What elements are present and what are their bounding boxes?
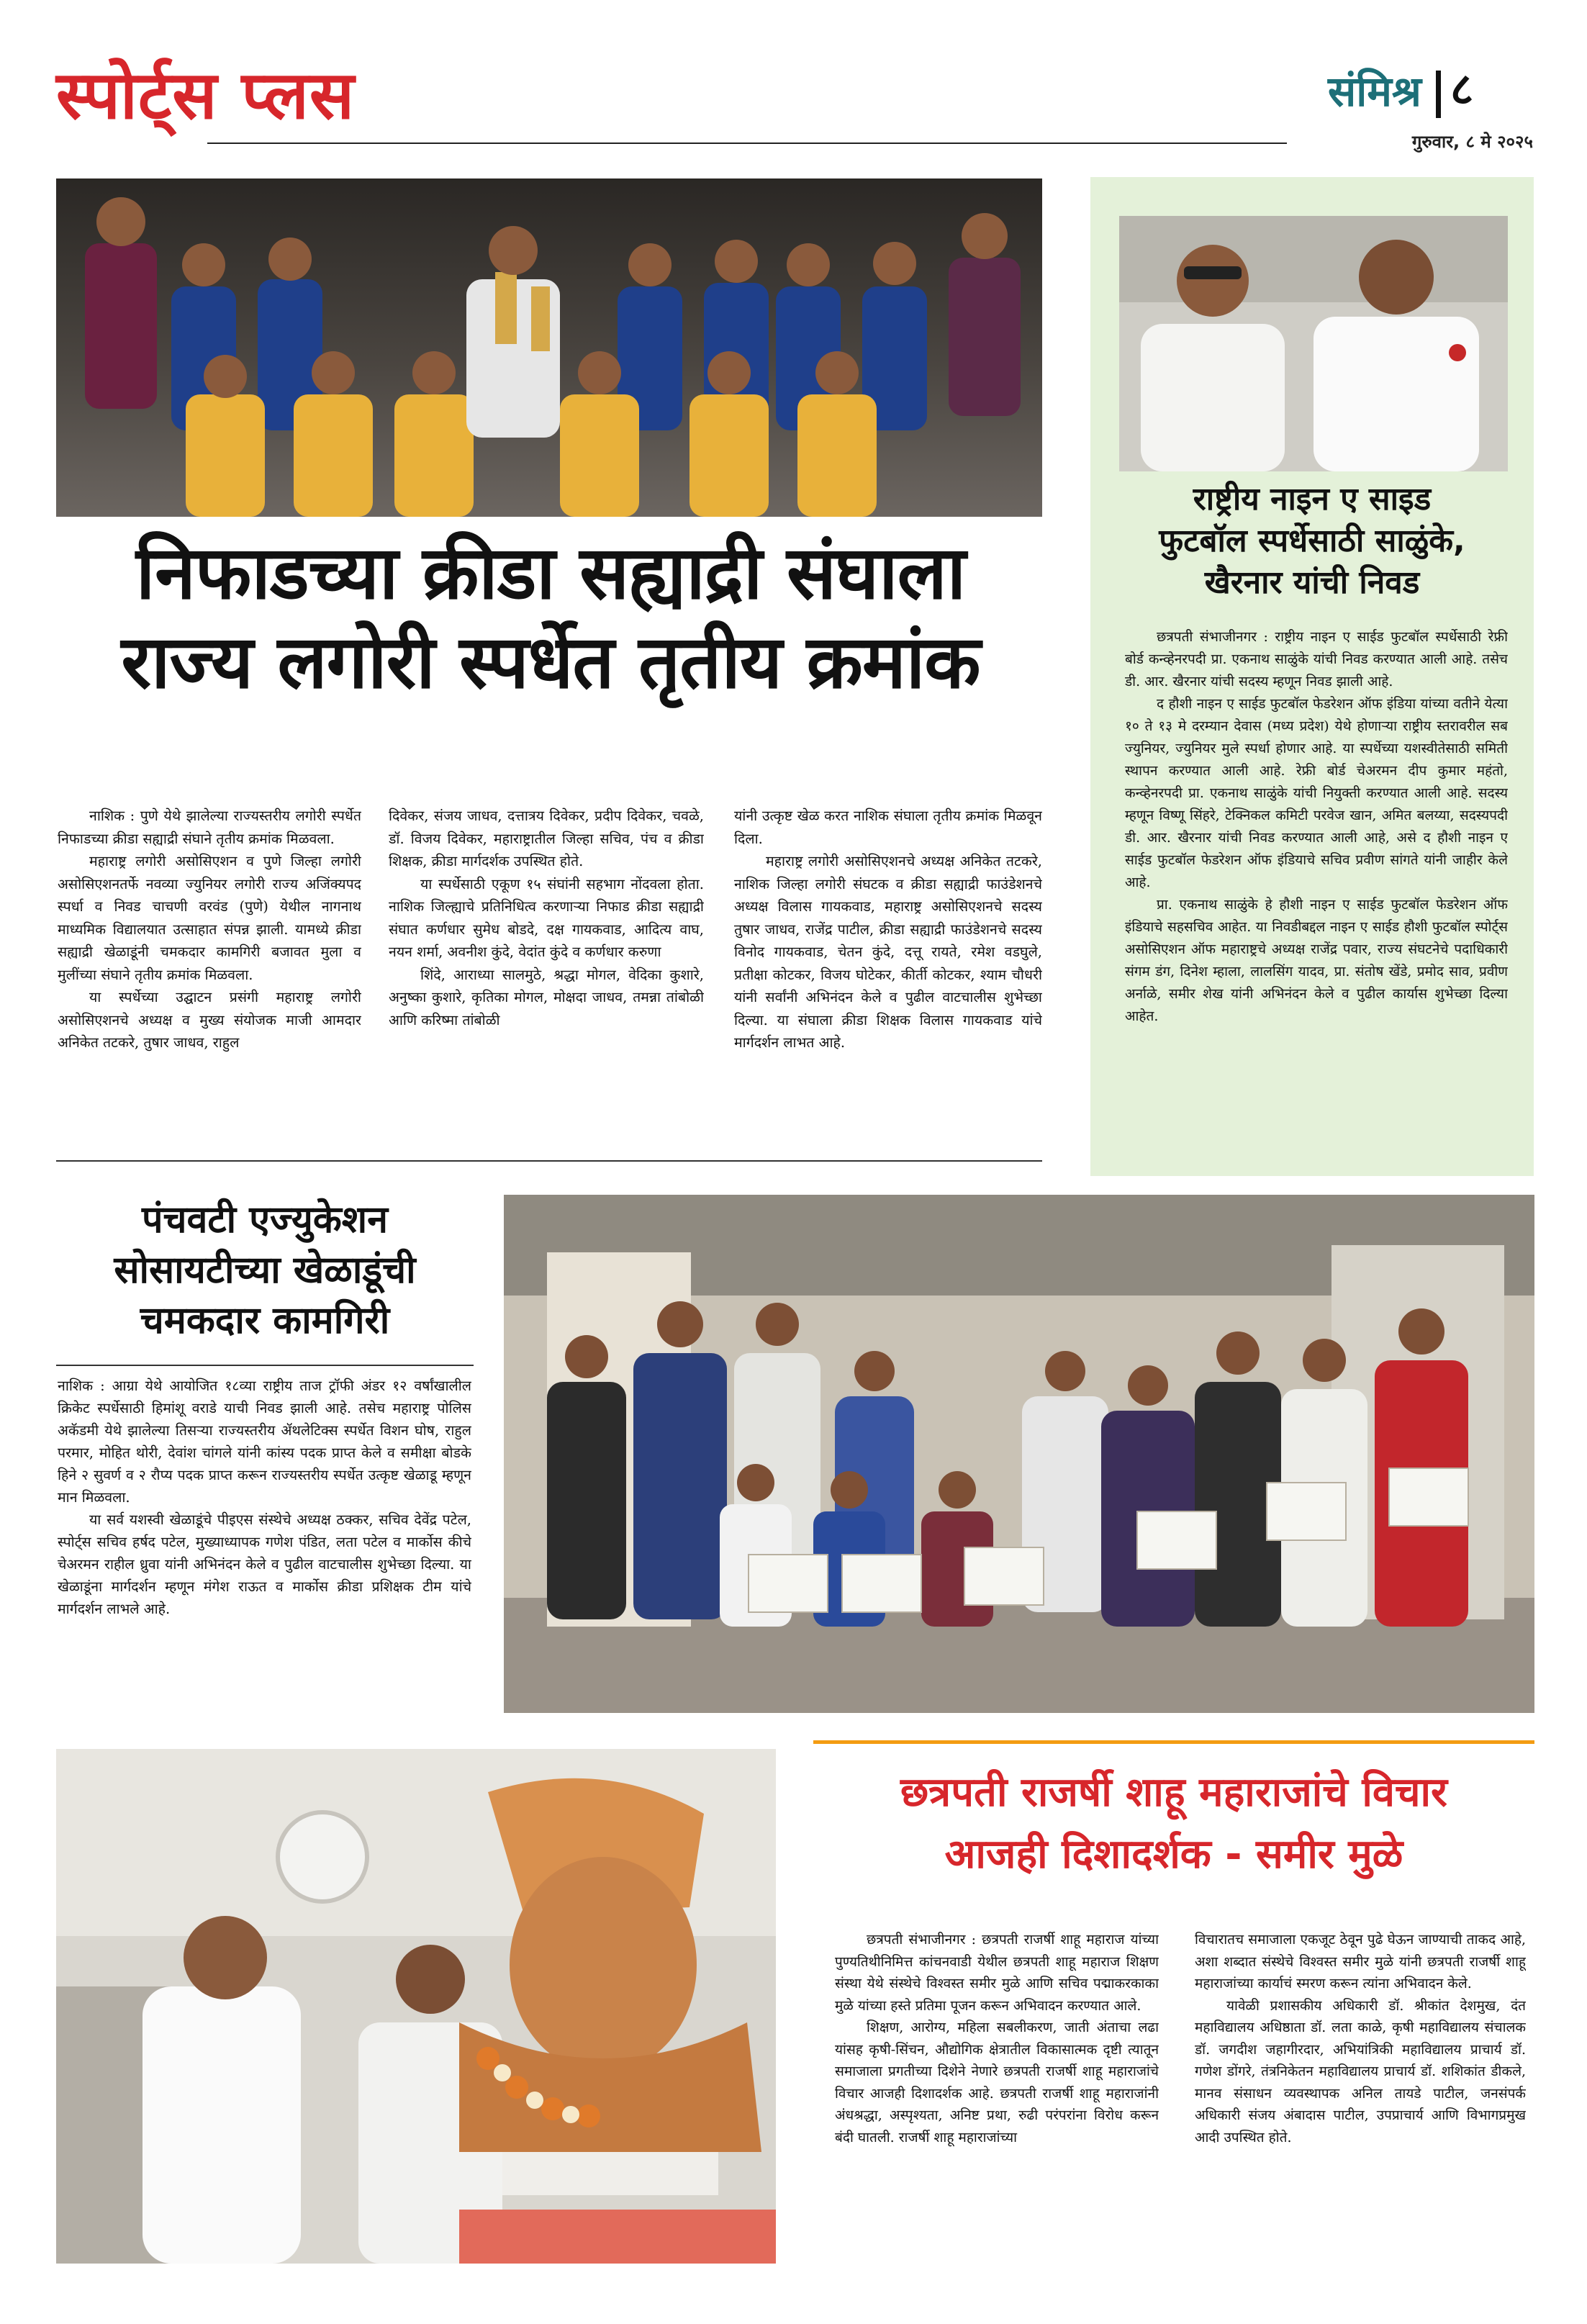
story2-p3: प्रा. एकनाथ साळुंके हे हौशी नाइन ए साईड फुटबॉल फेडरेशन ऑफ इंडियाचे सहसचिव आहेत. या निवडीबद्दल नाइन ए साईड हौशी फुटबॉल स्पोर्ट्स असोसिएशन ऑफ महाराष्ट्रचे अध्यक्ष राजेंद्र पवार, राज्य संघटनेचे पदाधिकारी संगम डंग, दिनेश म्हाला, लालसिंग यादव, प्रा. संतोष खेंडे, प्रमोद साव, प्रवीण अर्नाळे, समीर शेख यांनी अभिनंदन केले व पुढील कार्यास शुभेच्छा दिल्या आहेत. bbox=[1125, 897, 1508, 1024]
story1-bottom-rule bbox=[56, 1160, 1042, 1162]
story4-c1-p1: छत्रपती संभाजीनगर : छत्रपती राजर्षी शाहू महाराज यांच्या पुण्यतिथीनिमित्त कांचनवाडी येथील छत्रपती शाहू महाराज शिक्षण संस्था येथे संस्थेचे विश्वस्त समीर मुळे आणि सचिव पद्माकरकाका मुळे यांच्या हस्ते प्रतिमा पूजन करून अभिवादन करण्यात आले. bbox=[835, 1932, 1159, 2014]
story1-c1-p2: महाराष्ट्र लगोरी असोसिएशन व पुणे जिल्हा लगोरी असोसिएशनतर्फे नवव्या ज्युनियर लगोरी राज्य अजिंक्यपद स्पर्धा व निवड चाचणी वरवंड (पुणे) येथील नागनाथ माध्यमिक विद्यालयात उत्साहात संपन्न झाली. यामध्ये क्रीडा सह्याद्री खेळाडूंनी चमकदार कामगिरी बजावत मुला व मुलींच्या संघाने तृतीय क्रमांक मिळवला. bbox=[58, 853, 361, 983]
story1-c3-p1: यांनी उत्कृष्ट खेळ करत नाशिक संघाला तृतीय क्रमांक मिळवून दिला. bbox=[734, 808, 1042, 847]
story3-p2: या सर्व यशस्वी खेळाडूंचे पीइएस संस्थेचे अध्यक्ष ठक्कर, सचिव देवेंद्र पटेल, स्पोर्ट्स सचिव हर्षद पटेल, मुख्याध्यापक गणेश पंडित, लता पटेल व मार्कोस कीचे चेअरमन राहील ध्रुवा यांनी अभिनंदन केले व पुढील वाटचालीस शुभेच्छा दिल्या. या खेळाडूंना मार्गदर्शन म्हणून मंगेश राऊत व मार्कोस क्रीडा प्रशिक्षक टीम यांचे मार्गदर्शन लाभले आहे. bbox=[58, 1511, 471, 1617]
issue-date: गुरुवार, ८ मे २०२५ bbox=[1411, 132, 1533, 152]
story1-c2-p1: दिवेकर, संजय जाधव, दत्तात्रय दिवेकर, प्रदीप दिवेकर, चवळे, डॉ. विजय दिवेकर, महाराष्ट्रातील जिल्हा सचिव, पंच व क्रीडा शिक्षक, क्रीडा मार्गदर्शक उपस्थित होते. bbox=[389, 808, 704, 869]
story4-column-1 bbox=[835, 1929, 1159, 2267]
lagori-team-photo bbox=[56, 178, 1042, 517]
story4-headline-line2: आजही दिशादर्शक - समीर मुळे bbox=[944, 1831, 1403, 1878]
shahu-maharaj-tribute-photo bbox=[56, 1749, 776, 2264]
story2-p2: द हौशी नाइन ए साईड फुटबॉल फेडरेशन ऑफ इंडिया यांच्या वतीने येत्या १० ते १३ मे दरम्यान देवास (मध्य प्रदेश) येथे होणाऱ्या राष्ट्रीय स्तरावरील सब ज्युनियर, ज्युनियर मुले स्पर्धा होणार आहे. या स्पर्धेच्या यशस्वीतेसाठी समिती स्थापन करण्यात आली आहे. रेफ्री बोर्ड चेअरमन दीप कुमार महंतो, कन्व्हेनरपदी प्रा. एकनाथ साळुंके यांची नियुक्ती करण्यात आली आहे. सदस्य म्हणून विष्णू सिंहरे, टेक्निकल कमिटी परवेज खान, अमित बलय्या, सदस्यपदी डी. आर. खैरनार यांची निवड करण्यात आली आहे, असे द हौशी नाइन ए साईड फुटबॉल फेडरेशन ऑफ इंडियाचे सचिव प्रवीण सांगते यांनी जाहीर केले आहे. bbox=[1125, 696, 1508, 890]
story2-body bbox=[1125, 626, 1508, 1166]
story3-headline-line2: सोसायटीच्या खेळाडूंची bbox=[114, 1248, 416, 1292]
masthead-divider bbox=[1436, 71, 1441, 118]
story2-headline-line1: राष्ट्रीय नाइन ए साइड bbox=[1193, 481, 1432, 517]
section-label: संमिश्र bbox=[1328, 67, 1421, 116]
story3-headline bbox=[56, 1195, 474, 1346]
story1-column-1 bbox=[58, 805, 361, 1150]
story4-headline-line1: छत्रपती राजर्षी शाहू महाराजांचे विचार bbox=[900, 1769, 1447, 1816]
story4-c2-p1: विचारातच समाजाला एकजूट ठेवून पुढे घेऊन जाण्याची ताकद आहे, अशा शब्दात संस्थेचे विश्वस्त समीर मुळे यांनी छत्रपती राजर्षी शाहू महाराजांच्या कार्याचं स्मरण करून त्यांना अभिवादन केले. bbox=[1195, 1932, 1526, 1991]
story3-headline-line3: चमकदार कामगिरी bbox=[140, 1298, 390, 1342]
story3-body bbox=[58, 1375, 471, 1727]
story2-p1: छत्रपती संभाजीनगर : राष्ट्रीय नाइन ए साईड फुटबॉल स्पर्धेसाठी रेफ्री बोर्ड कन्व्हेनरपदी प्रा. एकनाथ साळुंके यांची निवड करण्यात आली आहे. तसेच डी. आर. खैरनार यांची सदस्य म्हणून निवड झाली आहे. bbox=[1125, 629, 1508, 689]
story3-headline-line1: पंचवटी एज्युकेशन bbox=[141, 1198, 389, 1242]
story1-c1-p3: या स्पर्धेच्या उद्घाटन प्रसंगी महाराष्ट्र लगोरी असोसिएशनचे अध्यक्ष व मुख्य संयोजक माजी आमदार अनिकेत तटकरे, तुषार जाधव, राहुल bbox=[58, 989, 361, 1051]
panchavati-students-photo bbox=[504, 1195, 1534, 1713]
story4-c2-p2: यावेळी प्रशासकीय अधिकारी डॉ. श्रीकांत देशमुख, दंत महाविद्यालय अधिष्ठाता डॉ. लता काळे, कृषी महाविद्यालय संचालक डॉ. जगदीश जहागीरदार, अभियांत्रिकी महाविद्यालय प्राचार्य डॉ. गणेश डोंगरे, तंत्रनिकेतन महाविद्यालय प्राचार्य डॉ. शशिकांत डीकले, मानव संसाधन व्यवस्थापक अनिल तायडे पाटील, जनसंपर्क अधिकारी संजय अंबादास पाटील, उपप्राचार्य आणि विभागप्रमुख आदी उपस्थित होते. bbox=[1195, 1997, 1526, 2146]
story4-column-2 bbox=[1195, 1929, 1526, 2267]
story2-headline-line2: फुटबॉल स्पर्धेसाठी साळुंके, bbox=[1159, 523, 1465, 559]
story3-p1: नाशिक : आग्रा येथे आयोजित १८व्या राष्ट्रीय ताज ट्रॉफी अंडर १२ वर्षांखालील क्रिकेट स्पर्धेसाठी हिमांशू वराडे याची निवड झाली आहे. तसेच महाराष्ट्र पोलिस अकॅडमी येथे झालेल्या तिसऱ्या राज्यस्तरीय ॲथलेटिक्स स्पर्धेत विशन घोष, राहुल परमार, मोहित थोरी, देवांश चांगले यांनी कांस्य पदक प्राप्त केले व समीक्षा बोडके हिने २ सुवर्ण व २ रौप्य पदक प्राप्त करून राज्यस्तरीय स्पर्धेत उत्कृष्ट खेळाडू म्हणून मान मिळवला. bbox=[58, 1378, 471, 1506]
masthead-rule bbox=[207, 143, 1287, 144]
story1-column-3 bbox=[734, 805, 1042, 1150]
story3-headline-rule bbox=[56, 1365, 474, 1366]
story1-headline bbox=[50, 529, 1051, 707]
story1-headline-line2: राज्य लगोरी स्पर्धेत तृतीय क्रमांक bbox=[121, 620, 980, 705]
story1-c2-p2: या स्पर्धेसाठी एकूण १५ संघांनी सहभाग नोंदवला होता. नाशिक जिल्ह्याचे प्रतिनिधित्व करणाऱ्या निफाड क्रीडा सह्याद्री संघात कर्णधार सुमेध बोडदे, दक्ष गायकवाड, आदित्य वाघ, नयन शर्मा, अवनीश कुंदे, वेदांत कुंदे व कर्णधार करुणा bbox=[389, 875, 704, 960]
football-officials-photo bbox=[1119, 216, 1508, 471]
story1-c2-p3: शिंदे, आराध्या सालमुठे, श्रद्धा मोगल, वेदिका कुशारे, अनुष्का कुशारे, कृतिका मोगल, मोक्षदा जाधव, तमन्ना तांबोळी आणि करिष्मा तांबोळी bbox=[389, 966, 704, 1028]
story4-headline bbox=[799, 1762, 1549, 1886]
story1-column-2 bbox=[389, 805, 704, 1150]
story1-c1-p1: नाशिक : पुणे येथे झालेल्या राज्यस्तरीय लगोरी स्पर्धेत निफाडच्या क्रीडा सह्याद्री संघाने तृतीय क्रमांक मिळवला. bbox=[58, 808, 361, 847]
story1-headline-line1: निफाडच्या क्रीडा सह्याद्री संघाला bbox=[135, 530, 966, 616]
story4-top-rule bbox=[813, 1740, 1534, 1744]
story2-headline bbox=[1098, 479, 1527, 604]
story2-headline-line3: खैरनार यांची निवड bbox=[1204, 564, 1420, 601]
page-number: ८ bbox=[1450, 63, 1474, 115]
story4-c1-p2: शिक्षण, आरोग्य, महिला सबलीकरण, जाती अंताचा लढा यांसह कृषी-सिंचन, औद्योगिक क्षेत्रातील विकासात्मक दृष्टी त्यातून समाजाला प्रगतीच्या दिशेने नेणारे छत्रपती राजर्षी शाहू महाराजांचे विचार आजही दिशादर्शक आहे. छत्रपती राजर्षी शाहू महाराजांनी अंधश्रद्धा, अस्पृश्यता, अनिष्ट प्रथा, रुढी परंपरांना विरोध करून बंदी घातली. राजर्षी शाहू महाराजांच्या bbox=[835, 2020, 1159, 2146]
section-title: स्पोर्ट्स प्लस bbox=[56, 57, 356, 134]
story1-c3-p2: महाराष्ट्र लगोरी असोसिएशनचे अध्यक्ष अनिकेत तटकरे, नाशिक जिल्हा लगोरी संघटक व क्रीडा सह्याद्री फाउंडेशनचे अध्यक्ष विलास गायकवाड, महाराष्ट्र असोसिएशनचे सदस्य तुषार जाधव, राजेंद्र पाटील, क्रीडा सह्याद्री फाउंडेशनचे सदस्य विनोद गायकवाड, चेतन कुंदे, दत्तू रायते, रमेश वडघुले, प्रतीक्षा कोटकर, विजय घोटेकर, कीर्ती कोटकर, श्याम चौधरी यांनी सर्वांनी अभिनंदन केले व पुढील वाटचालीस शुभेच्छा दिल्या. या संघाला क्रीडा शिक्षक विलास गायकवाड यांचे मार्गदर्शन लाभत आहे. bbox=[734, 853, 1042, 1051]
masthead bbox=[0, 0, 1587, 173]
